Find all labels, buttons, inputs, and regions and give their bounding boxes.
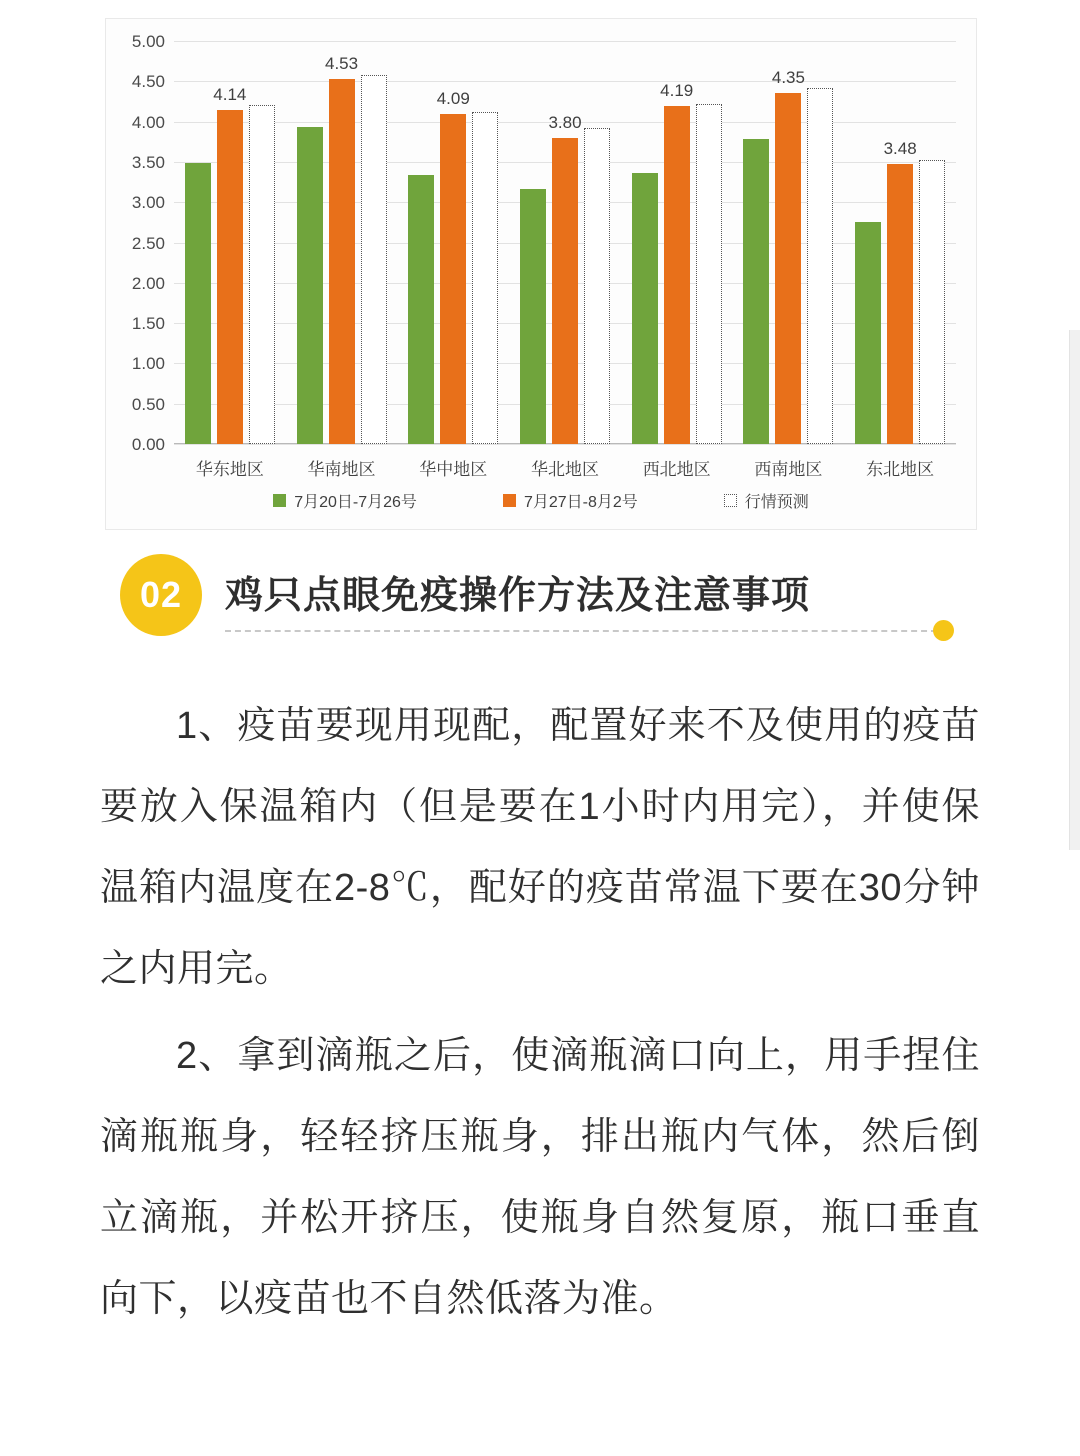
chart-group — [733, 41, 845, 479]
chart-bar — [408, 175, 434, 444]
x-axis-category-label: 华北地区 — [530, 460, 599, 479]
chart-bar — [249, 105, 275, 444]
section-title: 鸡只点眼免疫操作方法及注意事项 — [225, 575, 811, 617]
chart-group — [286, 41, 398, 479]
chart-bar — [807, 88, 833, 444]
x-axis-category-label: 华南地区 — [307, 460, 376, 479]
bar-chart — [105, 18, 977, 530]
chart-bar — [660, 81, 694, 444]
legend-label: 7月20日-7月26号 — [294, 494, 417, 511]
y-axis-tick-label: 2.50 — [131, 233, 165, 253]
chart-legend — [106, 489, 976, 512]
bar-value-label: 4.19 — [660, 81, 694, 101]
legend-label: 行情预测 — [744, 494, 809, 511]
chart-bar — [361, 75, 387, 444]
x-axis-category-label: 东北地区 — [866, 460, 935, 479]
heading-divider-dot — [933, 620, 954, 641]
legend-item — [724, 489, 809, 512]
chart-bar — [919, 160, 945, 444]
legend-swatch — [273, 494, 286, 507]
y-axis-tick-label: 4.50 — [131, 72, 165, 92]
bar-value-label: 4.14 — [213, 85, 247, 105]
bar-value-label: 3.80 — [548, 112, 582, 132]
y-axis-tick-label: 4.00 — [131, 112, 165, 132]
x-axis-category-label: 华东地区 — [195, 460, 264, 479]
chart-bar — [297, 127, 323, 444]
page-edge-strip — [1069, 330, 1080, 850]
bar-value-label: 3.48 — [883, 138, 917, 158]
grid-line — [131, 435, 956, 454]
y-axis-tick-label: 0.50 — [131, 394, 165, 414]
chart-group — [397, 41, 509, 479]
chart-bar — [696, 104, 722, 444]
chart-bar — [213, 85, 247, 444]
chart-bar — [472, 112, 498, 444]
chart-bar — [743, 139, 769, 444]
chart-bar — [584, 128, 610, 444]
y-axis-tick-label: 1.50 — [131, 314, 165, 334]
legend-swatch — [724, 494, 737, 507]
chart-bar — [883, 138, 917, 444]
heading-divider — [225, 630, 937, 632]
legend-label: 7月27日-8月2号 — [523, 494, 638, 511]
legend-swatch — [503, 494, 516, 507]
chart-group — [844, 41, 956, 479]
legend-item — [503, 489, 638, 512]
chart-bar — [436, 89, 470, 444]
paragraph-2: 2、拿到滴瓶之后，使滴瓶滴口向上，用手捏住滴瓶瓶身，轻轻挤压瓶身，排出瓶内气体，然后倒立滴瓶，并松开挤压，使瓶身自然复原，瓶口垂直向下，以疫苗也不自然低落为准。 — [100, 1035, 980, 1320]
chart-group — [621, 41, 733, 479]
chart-group — [174, 41, 286, 479]
y-axis-tick-label: 1.00 — [131, 354, 165, 374]
x-axis-category-label: 华中地区 — [419, 460, 488, 479]
x-axis-category-label: 西南地区 — [754, 460, 823, 479]
chart-bar — [632, 173, 658, 444]
legend-item — [273, 489, 417, 512]
bar-value-label: 4.35 — [771, 68, 805, 88]
chart-bar — [855, 222, 881, 444]
bar-value-label: 4.09 — [436, 89, 470, 109]
section-number-badge: 02 — [120, 554, 202, 636]
chart-group — [509, 41, 621, 479]
y-axis-tick-label: 0.00 — [131, 435, 165, 454]
article-body — [100, 686, 980, 1346]
chart-bar — [325, 53, 359, 444]
y-axis-tick-label: 5.00 — [131, 32, 165, 51]
section-heading — [105, 548, 985, 654]
chart-bar — [548, 112, 582, 444]
chart-bar — [520, 189, 546, 444]
y-axis-tick-label: 3.50 — [131, 152, 165, 172]
chart-bar — [771, 68, 805, 444]
x-axis-category-label: 西北地区 — [642, 460, 711, 479]
paragraph-1: 1、疫苗要现用现配，配置好来不及使用的疫苗要放入保温箱内（但是要在1小时内用完），并使保温箱内温度在2-8℃，配好的疫苗常温下要在30分钟之内用完。 — [100, 705, 980, 990]
chart-bar — [185, 163, 211, 444]
y-axis-tick-label: 3.00 — [131, 193, 165, 213]
y-axis-tick-label: 2.00 — [131, 273, 165, 293]
chart-plot-area — [131, 32, 956, 479]
bar-value-label: 4.53 — [325, 53, 359, 73]
